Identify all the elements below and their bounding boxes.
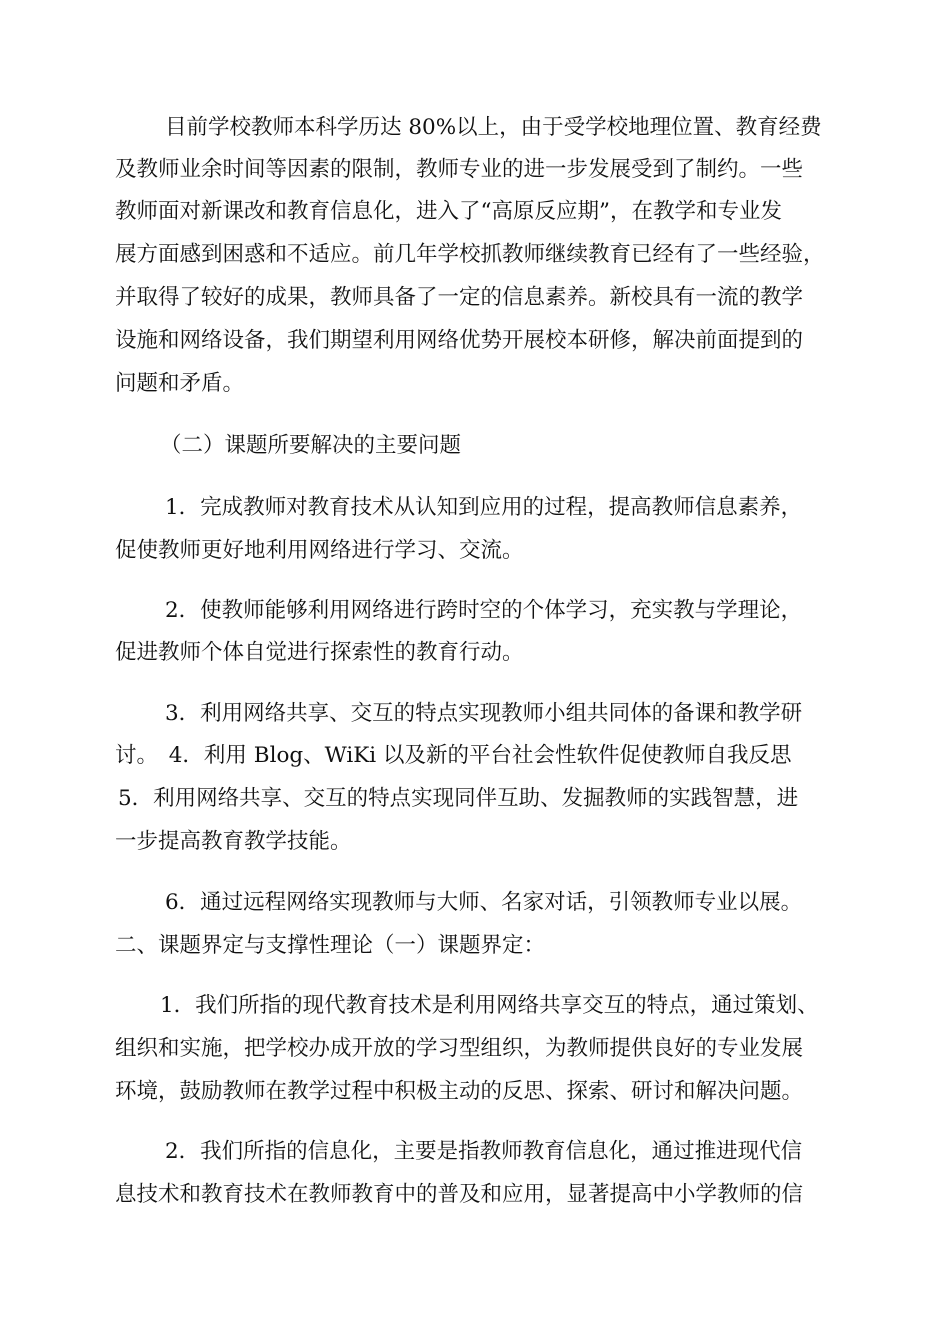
text-line: 息技术和教育技术在教师教育中的普及和应用，显著提高中小学教师的信 (115, 1182, 804, 1207)
section-heading: 二、课题界定与支撑性理论（一）课题界定： (115, 933, 546, 958)
text-line: 问题和矛盾。 (115, 371, 245, 396)
list-item-2: 2．使教师能够利用网络进行跨时空的个体学习，充实教与学理论， (165, 598, 803, 623)
list-item-5: 5．利用网络共享、交互的特点实现同伴互助、发掘教师的实践智慧，进 (118, 786, 799, 811)
list-item-6: 6．通过远程网络实现教师与大师、名家对话，引领教师专业以展。 (165, 890, 803, 915)
text-line: 目前学校教师本科学历达 80%以上，由于受学校地理位置、教育经费 (165, 115, 822, 140)
text-line: 促进教师个体自觉进行探索性的教育行动。 (115, 640, 524, 665)
text-line: 展方面感到困惑和不适应。前几年学校抓教师继续教育已经有了一些经验， (115, 242, 825, 267)
list-item-3: 3．利用网络共享、交互的特点实现教师小组共同体的备课和教学研 (165, 701, 803, 726)
definition-item-2: 2．我们所指的信息化，主要是指教师教育信息化，通过推进现代信 (165, 1139, 803, 1164)
text-line: 一步提高教育教学技能。 (115, 829, 352, 854)
text-line: 设施和网络设备，我们期望利用网络优势开展校本研修，解决前面提到的 (115, 328, 804, 353)
list-item-1: 1．完成教师对教育技术从认知到应用的过程，提高教师信息素养， (165, 495, 803, 520)
definition-item-1: 1．我们所指的现代教育技术是利用网络共享交互的特点，通过策划、 (160, 993, 819, 1018)
text-line: 组织和实施，把学校办成开放的学习型组织，为教师提供良好的专业发展 (115, 1036, 804, 1061)
text-line: 环境，鼓励教师在教学过程中积极主动的反思、探索、研讨和解决问题。 (115, 1079, 804, 1104)
section-heading: （二）课题所要解决的主要问题 (160, 433, 462, 458)
text-line: 及教师业余时间等因素的限制，教师专业的进一步发展受到了制约。一些 (115, 157, 804, 182)
text-line: 并取得了较好的成果，教师具备了一定的信息素养。新校具有一流的教学 (115, 285, 804, 310)
text-line: 讨。 4．利用 Blog、WiKi 以及新的平台社会性软件促使教师自我反思 (115, 743, 792, 768)
text-line: 促使教师更好地利用网络进行学习、交流。 (115, 538, 524, 563)
text-line: 教师面对新课改和教育信息化，进入了“高原反应期”，在教学和专业发 (115, 199, 782, 224)
